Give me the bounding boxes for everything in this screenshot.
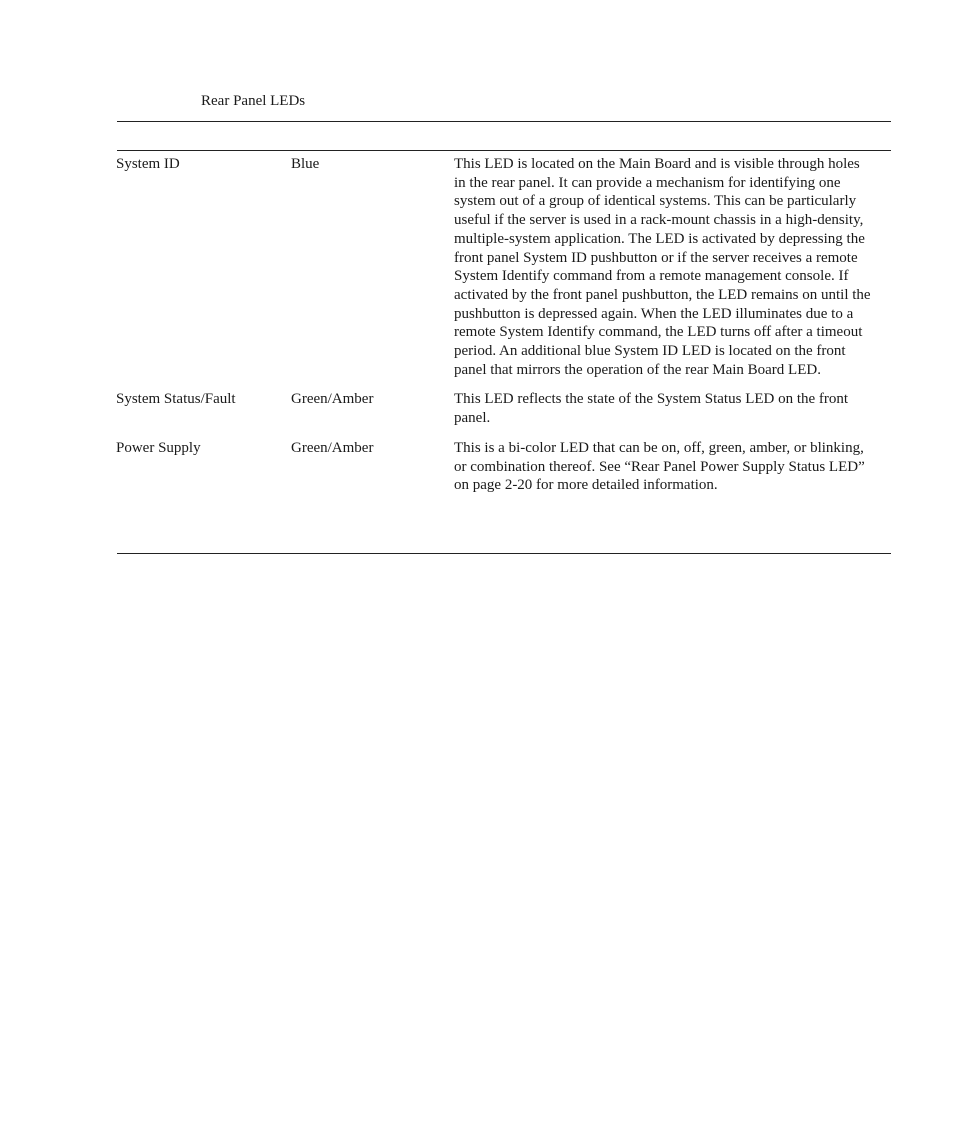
table-row: [116, 155, 874, 379]
led-color: Green/Amber: [291, 439, 374, 456]
led-name: Power Supply: [116, 439, 201, 456]
led-name: System Status/Fault: [116, 391, 236, 408]
led-description: This is a bi-color LED that can be on, off, green, amber, or blinking, or combination thereof. See “Rear Panel Power Supply Status LED” on page 2-20 for more detailed information.: [454, 439, 865, 494]
led-description: This LED is located on the Main Board and is visible through holes in the rear panel. It can provide a mechanism for identifying one system out of a group of identical systems. This can be particularly useful if the server is used in a rack-mount chassis in a high-density, multiple-system application. The LED is activated by depressing the front panel System ID pushbutton or if the server receives a remote System Identify command from a remote management console. If activated by the front panel pushbutton, the LED remains on until the pushbutton is depressed again. When the LED illuminates due to a remote System Identify command, the LED turns off after a timeout period. An additional blue System ID LED is located on the front panel that mirrors the operation of the rear Main Board LED.: [454, 156, 871, 378]
led-color: Green/Amber: [291, 391, 374, 408]
table-top-rule: [117, 150, 891, 151]
led-name: System ID: [116, 156, 180, 172]
led-color: Blue: [291, 156, 320, 172]
led-table: [116, 155, 874, 495]
table-row: [116, 439, 874, 495]
table-bottom-rule: [117, 553, 891, 554]
table-row: [116, 390, 874, 427]
led-description: This LED reflects the state of the System Status LED on the front panel.: [454, 391, 849, 427]
header-divider: [117, 121, 891, 122]
page-title: Rear Panel LEDs: [201, 93, 306, 109]
